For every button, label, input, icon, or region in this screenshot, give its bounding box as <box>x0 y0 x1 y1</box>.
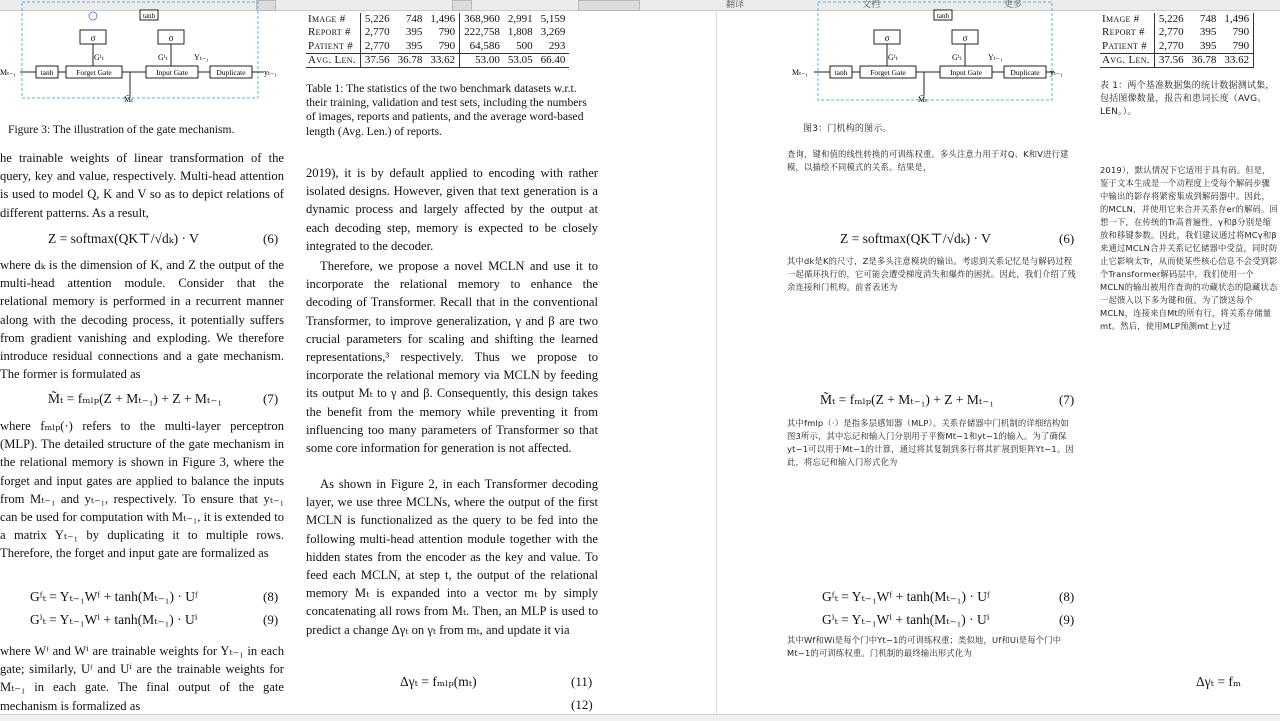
paragraph: he trainable weights of linear transformation of the query, key and value, respectively. Multi-head attention is used to model Q, K and V so as to depict relations of different patterns. As a result, <box>0 151 284 220</box>
sigma-label: σ <box>90 33 96 43</box>
forget-gate-label: Forget Gate <box>870 68 906 77</box>
equation-8: Gᶠₜ = Yₜ₋₁Wᶠ + tanh(Mₜ₋₁) · Uᶠ <box>30 589 198 604</box>
table-row <box>1100 26 1254 39</box>
table-cell: 2,991 <box>507 13 533 25</box>
equation-7: M̃ₜ = fₘₗₚ(Z + Mₜ₋₁) + Z + Mₜ₋₁ <box>48 391 223 406</box>
table-cell: 33.62 <box>1220 53 1253 67</box>
table-row <box>1100 40 1254 54</box>
y-label: Yₜ₋₁ <box>988 53 1003 62</box>
table-row <box>1100 53 1254 67</box>
paragraph-text: As shown in Figure 2, in each Transformer decoding layer, we use three MCLNs, where the output of the first MCLN is functionalized as the query to be fed into the following multi-head attention module together with the hidden states from the encoder as the key and value. To feed each MCLN, at step t, the output of the relational memory Mₜ is expanded into a vector mₜ by simply concatenating all rows from Mₜ. Then, an MLP is used to predict a change Δγₜ on γₜ from mₜ, and update it via <box>306 477 598 637</box>
equation-number: (12) <box>571 697 593 712</box>
figure-caption: 图3：门机构的图示。 <box>803 124 892 134</box>
equation-number: (6) <box>1059 231 1075 246</box>
sigma-label: σ <box>884 33 890 43</box>
row-label: Report # <box>1100 26 1154 39</box>
y-label: Yₜ₋₁ <box>194 53 209 62</box>
equation-11: Δγₜ = fₘ <box>1196 674 1242 689</box>
table-cell: 5,226 <box>1158 13 1184 25</box>
gf-label: Gᶠₜ <box>94 53 104 62</box>
equation-8: Gᶠₜ = Yₜ₋₁Wᶠ + tanh(Mₜ₋₁) · Uᶠ <box>822 589 990 604</box>
table-cell: 1,496 <box>426 13 459 26</box>
row-label: Avg. Len. <box>1100 53 1154 67</box>
table-cell: 395 <box>405 26 423 39</box>
row-label: Patient # <box>1100 40 1154 54</box>
table-cell: 222,758 <box>464 26 500 39</box>
input-gate-label: Input Gate <box>156 68 188 77</box>
paragraph: where Wᶠ and Wⁱ are trainable weights for Yₜ₋₁ in each gate; similarly, Uᶠ and Uⁱ are the trainable weights for Mₜ₋₁ in each gate. The final output of the gate mechanism is formalized as <box>0 644 284 713</box>
table-cell: 33.62 <box>426 53 459 67</box>
paragraph-text: Therefore, we propose a novel MCLN and use it to incorporate the relational memory to enhance the decoding of Transformer. Recall that in the conventional Transformer, to improve generalization, γ and β are two crucial parameters for scaling and shifting the learned representations,³ respectively. Thus we propose to incorporate the relational memory via MCLN by feeding its output Mₜ to γ and β. Consequently, this design takes the benefit from the memory while preventing it from influencing too many parameters of Transformer so that some core information for generation is not affected. <box>306 259 598 456</box>
figure-caption: Figure 3: The illustration of the gate mechanism. <box>8 123 235 136</box>
table-row <box>306 26 569 39</box>
table-row <box>306 53 569 67</box>
forget-gate-label: Forget Gate <box>76 68 112 77</box>
toolbar-button[interactable] <box>578 0 640 11</box>
table-row <box>1100 13 1254 26</box>
input-gate-label: Input Gate <box>950 68 982 77</box>
paragraph: 其中fmlp（·）是指多层感知器（MLP）。关系存储器中门机制的详细结构如图3所示，其中忘记和输入门分别用于平衡Mt−1和yt−1的输入。为了确保yt−1可以用于Mt−1的计算，通过将其复制到多行将其扩展到矩阵Yt−1。因此，将忘记和输入门形式化为 <box>787 418 1074 467</box>
paragraph: where fₘₗₚ(·) refers to the multi-layer perceptron (MLP). The detailed structure of the gate mechanism in the relational memory is shown in Figure 3, where the forget and input gates are applied to balance the inputs from Mₜ₋₁ and yₜ₋₁, respectively. To ensure that yₜ₋₁ can be used for computation with Mₜ₋₁, it is extended to a matrix Yₜ₋₁ by duplicating it to multiple rows. Therefore, the forget and input gate are formalized as <box>0 419 284 561</box>
equation-7: M̃ₜ = fₘₗₚ(Z + Mₜ₋₁) + Z + Mₜ₋₁ <box>820 392 995 407</box>
paragraph <box>306 475 598 639</box>
equation-number: (6) <box>263 231 279 246</box>
table-cell: 53.00 <box>460 53 504 67</box>
m-out-label: M̃ₜ <box>124 95 134 104</box>
equation-9: Gⁱₜ = Yₜ₋₁Wⁱ + tanh(Mₜ₋₁) · Uⁱ <box>30 612 198 627</box>
table-cell: 395 <box>1199 26 1217 39</box>
equation-6: Z = softmax(QK⊤/√dₖ) · V <box>48 231 199 246</box>
equation-number: (7) <box>1059 392 1075 407</box>
table-row <box>306 13 569 26</box>
table-cell: 790 <box>1220 26 1253 39</box>
m-in-label: Mₜ₋₁ <box>792 68 809 77</box>
equation-number: (9) <box>1059 612 1075 627</box>
row-label: Report # <box>306 26 360 39</box>
table-cell: 53.05 <box>504 53 537 67</box>
toolbar-label[interactable]: 文档 <box>862 0 881 9</box>
gi-label: Gⁱₜ <box>952 53 962 62</box>
table-row <box>306 40 569 54</box>
paragraph: 其中Wf和Wi是每个门中Yt−1的可训练权重；类似地，Uf和Ui是每个门中Mt−1的可训练权重。门机制的最终输出形式化为 <box>787 635 1062 658</box>
equation-number: (8) <box>1059 589 1075 604</box>
row-label: Avg. Len. <box>306 53 360 67</box>
gi-label: Gⁱₜ <box>158 53 168 62</box>
table-cell: 2,770 <box>1158 26 1184 39</box>
status-bar <box>0 714 1280 721</box>
m-out-label: M̃ₜ <box>918 95 928 104</box>
table-cell: 790 <box>426 40 459 54</box>
table-cell: 2,770 <box>364 26 390 39</box>
equation-6: Z = softmax(QK⊤/√dₖ) · V <box>840 231 991 246</box>
table-cell: 500 <box>516 39 533 52</box>
table-cell: 790 <box>1220 40 1253 54</box>
table-cell: 748 <box>405 13 423 25</box>
table-cell: 5,159 <box>540 13 566 25</box>
sigma-label: σ <box>168 33 174 43</box>
statistics-table <box>1100 13 1254 68</box>
table-cell: 293 <box>548 39 566 52</box>
equation-number: (7) <box>263 391 279 406</box>
table-cell: 790 <box>426 26 459 39</box>
table-caption: 表 1：两个基准数据集的统计数据测试集，包括图像数量，报告和患词长度（AVG。LEN。）。 <box>1100 81 1275 117</box>
toolbar-label[interactable]: 翻译 <box>726 0 745 9</box>
paragraph: 其中dk是K的尺寸，Z是多头注意模块的输出。考虑到关系记忆是与解码过程一起循环执行的，它可能会遭受梯度消失和爆炸的困扰。因此，我们介绍了残余连接和门机构。前者表述为 <box>787 256 1076 292</box>
table-cell: 2,770 <box>1158 39 1184 52</box>
paragraph: where dₖ is the dimension of K, and Z the output of the multi-head attention module. Consider that the relational memory is performed in a recurrent manner along with the decoding process, it potentially suffers from gradient vanishing and exploding. We therefore introduce residual connections and a gate mechanism. The former is formulated as <box>0 258 284 382</box>
equation-11: Δγₜ = fₘₗₚ(mₜ) <box>400 674 477 689</box>
table-cell: 37.56 <box>360 53 393 67</box>
statistics-table <box>306 13 569 68</box>
paragraph: 查询，键和值的线性转换的可训练权重。多头注意力用于对Q、K和V进行建模，以描绘不同模式的关系。结果是， <box>787 149 1069 172</box>
page-divider <box>716 10 717 715</box>
gate-mechanism-figure <box>0 10 277 104</box>
tanh-box-label: tanh <box>834 68 848 77</box>
equation-9: Gⁱₜ = Yₜ₋₁Wⁱ + tanh(Mₜ₋₁) · Uⁱ <box>822 612 990 627</box>
table-cell: 1,808 <box>507 26 533 39</box>
toolbar-label[interactable]: 更多 <box>1004 0 1023 9</box>
paragraph <box>306 257 598 457</box>
toolbar-button[interactable] <box>452 0 472 11</box>
duplicate-label: Duplicate <box>216 68 246 77</box>
table-cell: 37.56 <box>1154 53 1187 67</box>
table-cell: 66.40 <box>537 53 570 67</box>
table-cell: 368,960 <box>464 13 500 25</box>
row-label: Patient # <box>306 40 360 54</box>
equation-number: (9) <box>263 612 279 627</box>
table-caption: Table 1: The statistics of the two benchmark datasets w.r.t. their training, validation and test sets, including the numbers of images, reports and patients, and the average word-based length (Avg. Len.) of reports. <box>306 82 587 138</box>
paragraph: 2019), it is by default applied to encoding with rather isolated designs. However, given that text generation is a dynamic process and largely affected by the output at each decoding step, memory is expected to be closely integrated to the decoder. <box>306 166 598 253</box>
equation-number: (11) <box>571 674 593 689</box>
table-cell: 1,496 <box>1220 13 1253 26</box>
table-cell: 395 <box>1199 39 1217 52</box>
equation-number: (8) <box>263 589 279 604</box>
m-in-label: Mₜ₋₁ <box>0 68 17 77</box>
paragraph: 2019），默认情况下它适用于具有码。但是，鉴于文本生成是一个动程度上受每个解码步骤中输出的影存将紧密集成到解码器中。因此，的MCLN，并使用它来合并关系存er的解码。回想一下，在传统的Tr高普遍性，γ和β分别是缩放和移键参数。因此，我们建议通过将MCγ和β来通过MCLN合并关系记忆储器中受益，同时防止它影响太Tr，从而使某些核心信息不会受到影个Transformer解码层中，我们使用一个MCLN的输出被用作查询的功藏状态的隐藏状态一起馈入以下多为键和值。为了馈送每个MCLN，连接来自Mt的所有行，将关系存储量mt。然后，使用MLP预测mt上γ过 <box>1100 165 1278 331</box>
table-cell: 2,770 <box>364 39 390 52</box>
gate-mechanism-figure <box>792 10 1064 102</box>
tanh-label: tanh <box>142 12 156 20</box>
gf-label: Gᶠₜ <box>888 53 898 62</box>
tanh-box-label: tanh <box>40 68 54 77</box>
row-label: Image # <box>306 13 360 26</box>
table-cell: 5,226 <box>364 13 390 25</box>
table-cell: 36.78 <box>394 53 427 67</box>
y-out-label: yₜ₋₁ <box>264 68 277 77</box>
table-cell: 395 <box>405 39 423 52</box>
table-cell: 3,269 <box>540 26 566 39</box>
duplicate-label: Duplicate <box>1010 68 1040 77</box>
sigma-label: σ <box>962 33 968 43</box>
table-cell: 748 <box>1199 13 1217 25</box>
row-label: Image # <box>1100 13 1154 26</box>
tanh-label: tanh <box>936 12 950 20</box>
y-out-label: yₜ₋₁ <box>1050 68 1063 77</box>
table-cell: 64,586 <box>469 39 500 52</box>
table-cell: 36.78 <box>1188 53 1221 67</box>
